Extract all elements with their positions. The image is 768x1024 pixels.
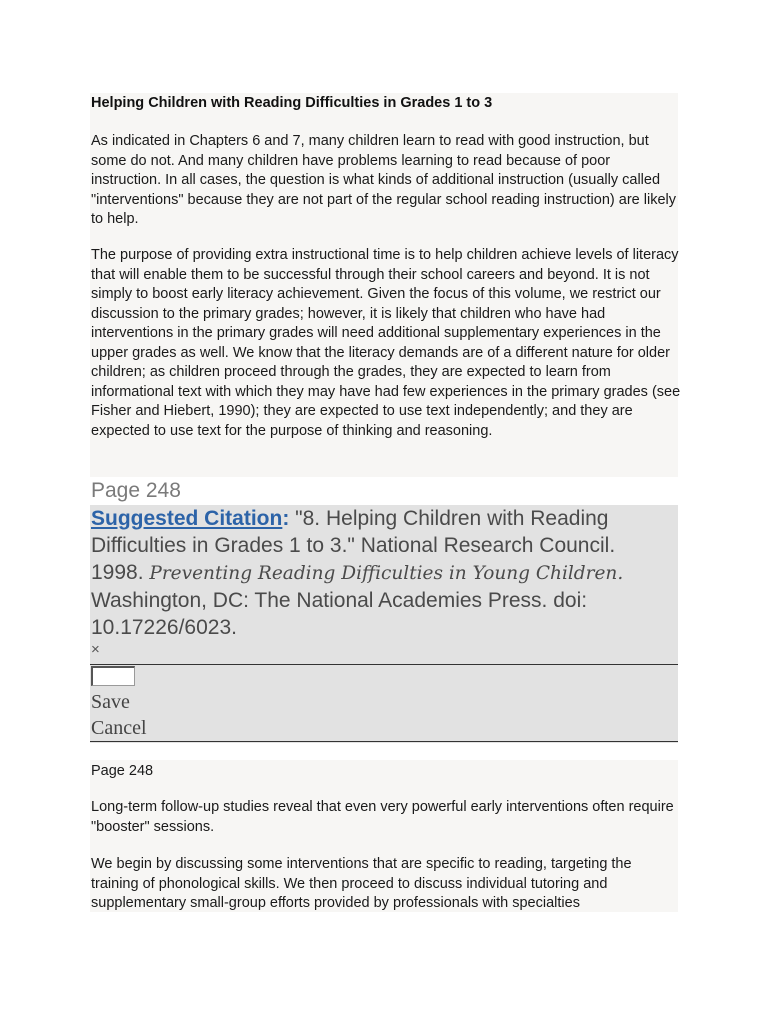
section-heading: Helping Children with Reading Difficulties in Grades 1 to 3 [91, 95, 493, 111]
paragraph-3: Long-term follow-up studies reveal that even very powerful early interventions often require "booster" sessions. [91, 799, 674, 835]
paragraph-4: We begin by discussing some interventions that are specific to reading, targeting the training of phonological skills. We then proceed to discuss individual tutoring and supplementary small-group efforts provided by professionals with specialties [91, 856, 632, 911]
citation-text-before: "8. Helping Children with Reading Difficulties in Grades 1 to 3." National Research Council. 1998. [91, 507, 616, 584]
citation-text-after: Washington, DC: The National Academies Press. doi: 10.17226/6023. [91, 589, 588, 639]
page-marker-bottom: Page 248 [91, 763, 154, 779]
close-icon[interactable]: × [91, 641, 100, 658]
citation-book-title: Preventing Reading Difficulties in Young Children. [149, 563, 624, 584]
citation-colon: : [282, 507, 290, 530]
divider-top [90, 664, 678, 665]
suggested-citation-link[interactable]: Suggested Citation [91, 507, 283, 530]
paragraph-1: As indicated in Chapters 6 and 7, many children learn to read with good instruction, but some do not. And many children have problems learning to read because of poor instruction. In all cases, the question is what kinds of additional instruction (usually called "interventions" because they are not part of the regular school reading instruction) are likely to help. [91, 133, 676, 227]
cancel-button[interactable]: Cancel [91, 717, 147, 739]
save-button[interactable]: Save [91, 691, 130, 713]
paragraph-2: The purpose of providing extra instructional time is to help children achieve levels of literacy that will enable them to be successful through their school careers and beyond. It is not simply to boost early literacy achievement. Given the focus of this volume, we restrict our discussion to the primary grades; however, it is likely that children who have had interventions in the primary grades will need additional supplementary experiences in the upper grades as well. We know that the literacy demands are of a different nature for older children; as children proceed through the grades, they are expected to learn from informational text with which they may have had few experiences in the primary grades (see Fisher and Hiebert, 1990); they are expected to use text independently; and they are expected to use text for the purpose of thinking and reasoning. [91, 247, 681, 439]
suggested-citation [91, 505, 671, 641]
page-marker-top: Page 248 [91, 479, 181, 502]
citation-input[interactable] [91, 666, 135, 686]
divider-bottom [90, 741, 678, 742]
